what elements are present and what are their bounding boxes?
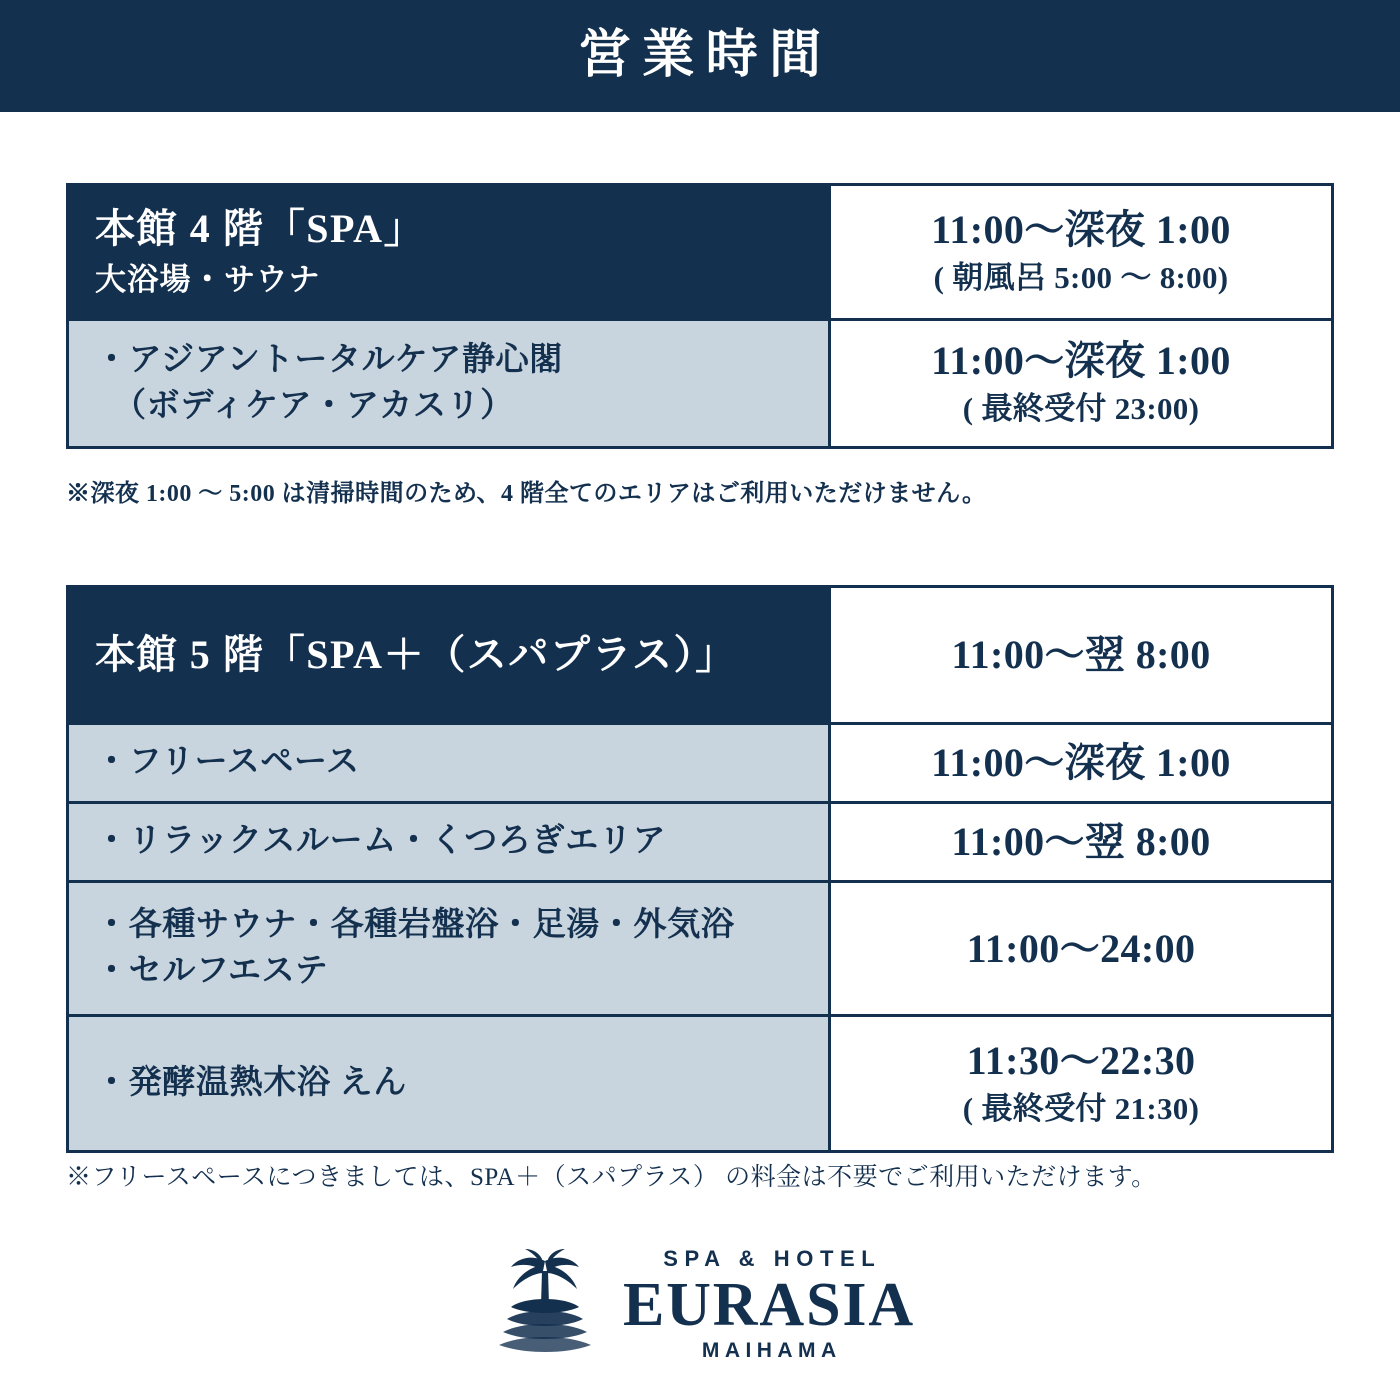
hours-sub: ( 最終受付 21:30) <box>962 1091 1200 1127</box>
hours-main: 11:00〜深夜 1:00 <box>931 338 1231 384</box>
palm-tree-fountain-icon <box>485 1249 605 1361</box>
facility-hours-cell <box>831 725 1331 801</box>
table-row <box>69 186 1331 318</box>
facility-name-main: 本館 5 階「SPA＋（スパプラス）」 <box>95 632 737 677</box>
logo-top-text: SPA & HOTEL <box>663 1246 882 1271</box>
facility-hours-cell <box>831 186 1331 318</box>
facility-name-line1: ・発酵温熱木浴 えん <box>95 1064 407 1101</box>
table-row <box>69 1014 1331 1150</box>
facility-hours-cell <box>831 883 1331 1014</box>
hours-main: 11:00〜深夜 1:00 <box>931 206 1231 252</box>
page-title: 営業時間 <box>578 27 833 84</box>
facility-hours-cell <box>831 804 1331 880</box>
facility-name-cell <box>69 804 831 880</box>
table-row <box>69 318 1331 446</box>
facility-hours-cell <box>831 588 1331 722</box>
brand-logo <box>0 1248 1400 1361</box>
hours-main: 11:00〜翌 8:00 <box>951 632 1211 677</box>
logo-bottom-text: MAIHAMA <box>701 1339 842 1362</box>
facility-name-cell <box>69 883 831 1014</box>
table-row <box>69 801 1331 880</box>
hours-main: 11:30〜22:30 <box>966 1038 1196 1084</box>
hours-sub: ( 最終受付 23:00) <box>962 391 1200 427</box>
hours-main: 11:00〜深夜 1:00 <box>931 740 1231 785</box>
facility-hours-cell <box>831 321 1331 446</box>
table-row <box>69 588 1331 722</box>
facility-name-sub: 大浴場・サウナ <box>95 261 321 297</box>
hours-table-5f <box>66 585 1334 1153</box>
facility-hours-cell <box>831 1017 1331 1150</box>
facility-name-line2: （ボディケア・アカスリ） <box>113 387 514 424</box>
page-header <box>0 0 1400 112</box>
facility-name-cell <box>69 725 831 801</box>
facility-name-cell <box>69 186 831 318</box>
hours-table-4f <box>66 183 1334 449</box>
facility-name-line2: ・セルフエステ <box>95 952 329 989</box>
facility-name-cell <box>69 588 831 722</box>
note-4f: ※深夜 1:00 〜 5:00 は清掃時間のため、4 階全てのエリアはご利用いただけません。 <box>66 481 987 507</box>
facility-name-cell <box>69 1017 831 1150</box>
facility-name-line1: ・リラックスルーム・くつろぎエリア <box>95 823 667 860</box>
table-row <box>69 722 1331 801</box>
table-row <box>69 880 1331 1014</box>
logo-main-text: EURASIA <box>622 1271 916 1339</box>
facility-name-line1: ・アジアントータルケア静心閣 <box>95 341 563 378</box>
hours-sub: ( 朝風呂 5:00 〜 8:00) <box>933 259 1229 295</box>
facility-name-line1: ・フリースペース <box>95 744 360 781</box>
logo-wordmark <box>623 1248 915 1361</box>
facility-name-main: 本館 4 階「SPA」 <box>95 205 426 251</box>
hours-main: 11:00〜翌 8:00 <box>951 819 1211 864</box>
hours-main: 11:00〜24:00 <box>966 925 1196 971</box>
facility-name-cell <box>69 321 831 446</box>
note-5f: ※フリースペースにつきましては、SPA＋（スパプラス） の料金は不要でご利用いただけます。 <box>66 1164 1157 1191</box>
facility-name-line1: ・各種サウナ・各種岩盤浴・足湯・外気浴 <box>95 906 735 943</box>
